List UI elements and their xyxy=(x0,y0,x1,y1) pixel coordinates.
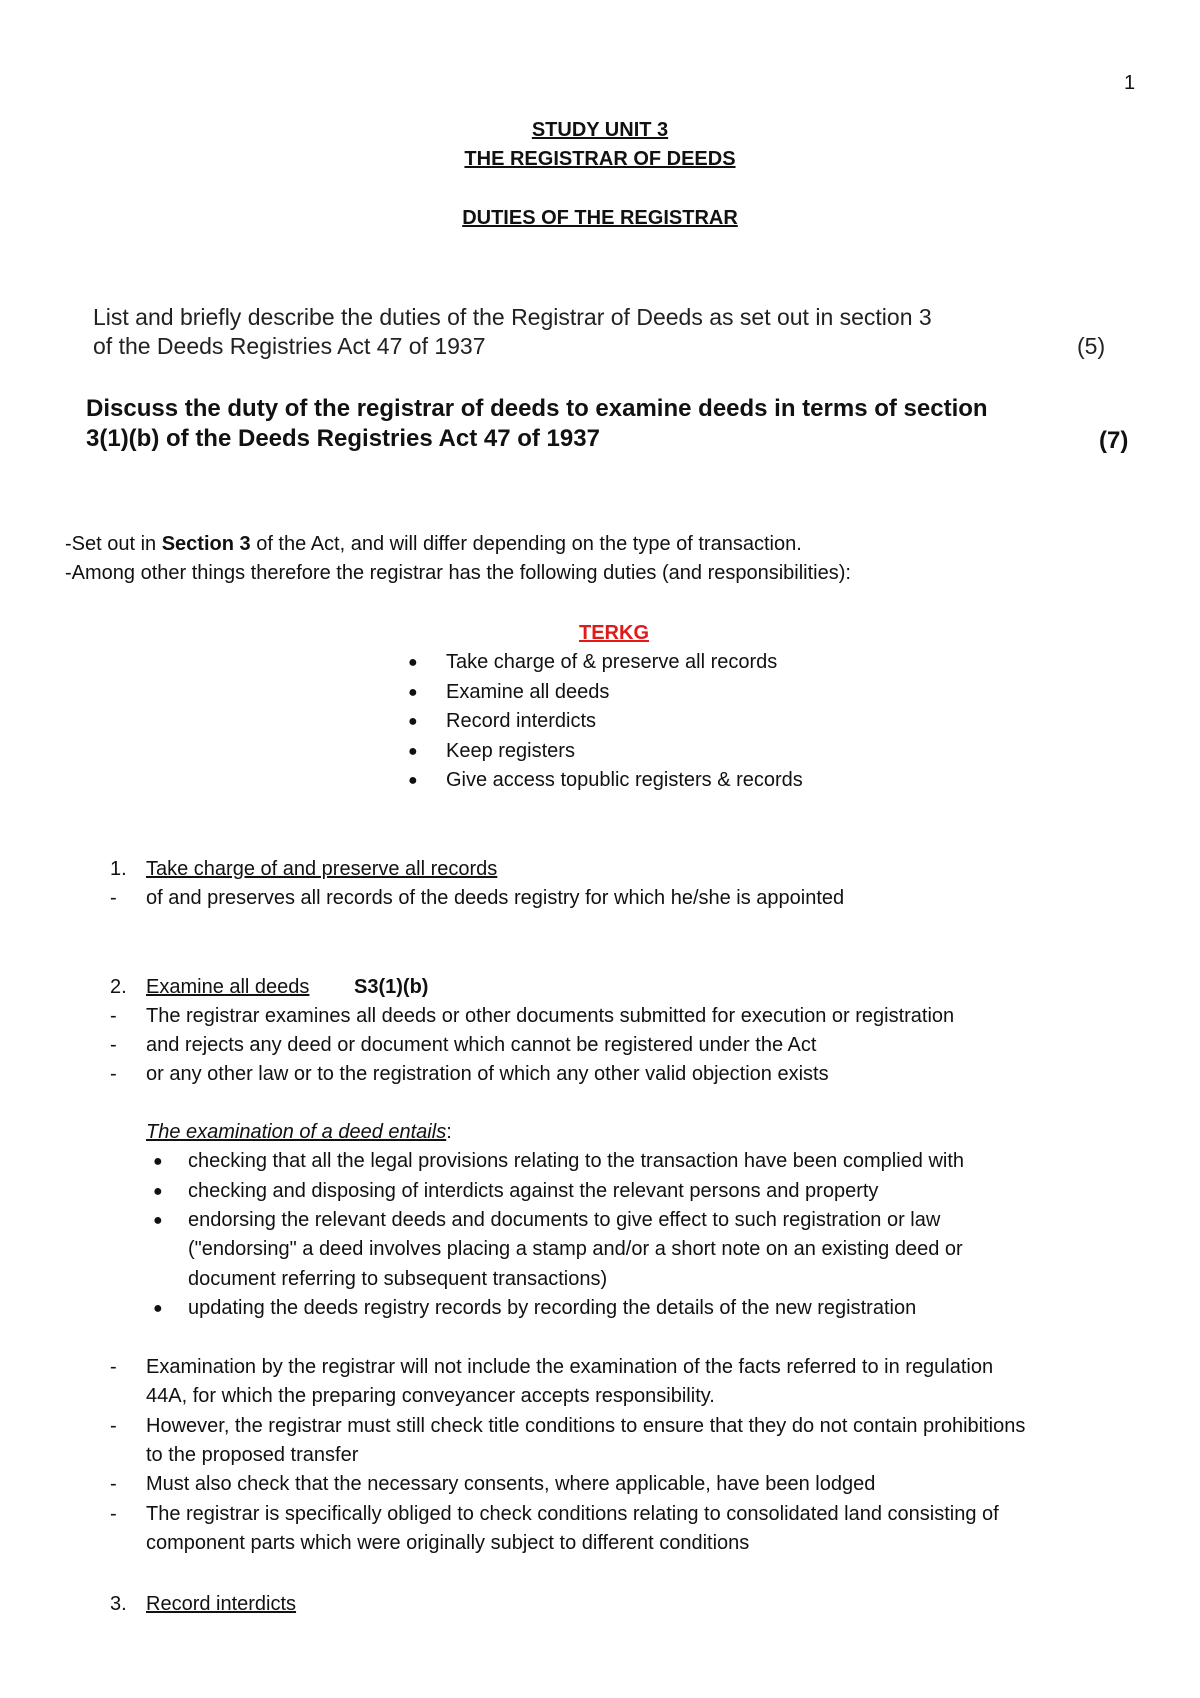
intro-line-1 xyxy=(65,533,802,556)
question-2-marks: (7) xyxy=(1099,427,1129,454)
dash: - xyxy=(110,1063,117,1085)
section-1-text: of and preserves all records of the deeds registry for which he/she is appointed xyxy=(146,887,845,909)
examination-item: checking that all the legal provisions relating to the transaction have been complied with xyxy=(188,1150,965,1172)
mnemonic-item: Record interdicts xyxy=(446,710,597,732)
dash: - xyxy=(110,1356,117,1378)
mnemonic-item: Keep registers xyxy=(446,740,575,762)
examination-item-continued: ("endorsing" a deed involves placing a stamp and/or a short note on an existing deed or xyxy=(188,1238,963,1260)
unit-title: STUDY UNIT 3 xyxy=(531,119,669,141)
bullet-icon: ● xyxy=(408,713,418,730)
examination-heading-colon: : xyxy=(446,1121,452,1143)
question-1-line-2: of the Deeds Registries Act 47 of 1937 xyxy=(93,333,486,359)
section-2-number: 2. xyxy=(110,976,127,998)
examination-item: updating the deeds registry records by recording the details of the new registration xyxy=(188,1297,917,1319)
section-2-line: or any other law or to the registration of which any other valid objection exists xyxy=(146,1063,829,1085)
bullet-icon: ● xyxy=(408,772,418,789)
page-number: 1 xyxy=(1124,72,1136,94)
dash: - xyxy=(110,887,117,909)
intro-section-ref: Section 3 xyxy=(161,533,251,555)
examination-heading-text: The examination of a deed entails xyxy=(146,1121,447,1143)
note-line: However, the registrar must still check title conditions to ensure that they do not contain prohibitions xyxy=(146,1415,1026,1437)
bullet-icon: ● xyxy=(408,743,418,760)
page-title: THE REGISTRAR OF DEEDS xyxy=(464,148,736,170)
section-3-number: 3. xyxy=(110,1593,127,1615)
note-line-continued: 44A, for which the preparing conveyancer accepts responsibility. xyxy=(146,1385,715,1407)
question-1-line-1: List and briefly describe the duties of the Registrar of Deeds as set out in section 3 xyxy=(93,304,932,330)
dash: - xyxy=(110,1005,117,1027)
examination-item-continued: document referring to subsequent transactions) xyxy=(188,1268,608,1290)
mnemonic-item: Take charge of & preserve all records xyxy=(446,651,778,673)
section-1-heading: Take charge of and preserve all records xyxy=(146,858,498,880)
dash: - xyxy=(110,1473,117,1495)
bullet-icon: ● xyxy=(153,1183,163,1200)
examination-heading xyxy=(146,1121,452,1144)
section-subtitle: DUTIES OF THE REGISTRAR xyxy=(462,207,738,229)
mnemonic-item: Give access topublic registers & records xyxy=(446,769,803,791)
section-2-heading: Examine all deeds xyxy=(146,976,310,998)
intro-line-1-post: of the Act, and will differ depending on the type of transaction. xyxy=(250,533,802,555)
note-line: Must also check that the necessary consents, where applicable, have been lodged xyxy=(146,1473,876,1495)
examination-item: endorsing the relevant deeds and documents to give effect to such registration or law xyxy=(188,1209,941,1231)
mnemonic-title: TERKG xyxy=(579,622,649,644)
note-line: The registrar is specifically obliged to check conditions relating to consolidated land consisting of xyxy=(146,1503,999,1525)
note-line: Examination by the registrar will not include the examination of the facts referred to in regulation xyxy=(146,1356,994,1378)
dash: - xyxy=(110,1503,117,1525)
section-2-ref: S3(1)(b) xyxy=(354,976,429,998)
section-2-line: The registrar examines all deeds or other documents submitted for execution or registration xyxy=(146,1005,955,1027)
section-2-line: and rejects any deed or document which cannot be registered under the Act xyxy=(146,1034,817,1056)
mnemonic-item: Examine all deeds xyxy=(446,681,610,703)
bullet-icon: ● xyxy=(153,1212,163,1229)
examination-item: checking and disposing of interdicts against the relevant persons and property xyxy=(188,1180,879,1202)
note-line-continued: component parts which were originally subject to different conditions xyxy=(146,1532,750,1554)
intro-line-2: -Among other things therefore the registrar has the following duties (and responsibilities): xyxy=(65,562,851,584)
dash: - xyxy=(110,1415,117,1437)
bullet-icon: ● xyxy=(153,1300,163,1317)
question-2-line-1: Discuss the duty of the registrar of deeds to examine deeds in terms of section xyxy=(86,395,988,422)
bullet-icon: ● xyxy=(408,684,418,701)
bullet-icon: ● xyxy=(408,654,418,671)
question-1-marks: (5) xyxy=(1077,333,1106,359)
question-2-line-2: 3(1)(b) of the Deeds Registries Act 47 of 1937 xyxy=(86,425,600,452)
section-3-heading: Record interdicts xyxy=(146,1593,297,1615)
bullet-icon: ● xyxy=(153,1153,163,1170)
intro-line-1-pre: -Set out in xyxy=(65,533,162,555)
section-1-number: 1. xyxy=(110,858,127,880)
dash: - xyxy=(110,1034,117,1056)
note-line-continued: to the proposed transfer xyxy=(146,1444,359,1466)
